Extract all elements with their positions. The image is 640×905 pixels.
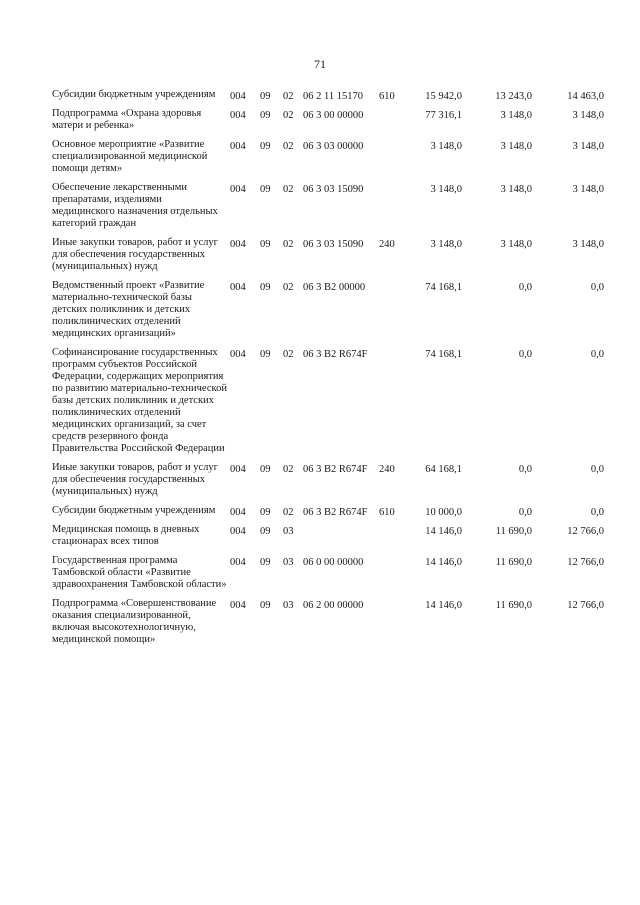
target-article-code: 06 2 11 15170 <box>303 91 363 102</box>
amount-year-3: 3 148,0 <box>572 184 604 195</box>
table-row <box>0 524 640 548</box>
subsection-code: 02 <box>283 91 294 102</box>
amount-year-1: 3 148,0 <box>430 184 462 195</box>
table-row <box>0 182 640 230</box>
subsection-code: 02 <box>283 349 294 360</box>
admin-code: 004 <box>230 600 246 611</box>
amount-year-1: 64 168,1 <box>425 464 462 475</box>
section-code: 09 <box>260 349 271 360</box>
target-article-code: 06 3 00 00000 <box>303 110 364 121</box>
admin-code: 004 <box>230 91 246 102</box>
row-name: Иные закупки товаров, работ и услуг для обеспечения государственных (муниципальных) нужд <box>52 237 218 272</box>
amount-year-3: 0,0 <box>590 464 604 475</box>
amount-year-1: 3 148,0 <box>430 239 462 250</box>
amount-year-2: 11 690,0 <box>495 526 532 537</box>
row-name: Софинансирование государственных программ субъектов Российской Федерации, содержащих мероприятия по развитию материально-технической базы детских поликлиник и детских поликлинических отделений медицинских организаций, за счет средств резервного фонда Правительства Российской Федерации <box>52 347 227 454</box>
amount-year-3: 12 766,0 <box>567 557 604 568</box>
amount-year-1: 14 146,0 <box>425 600 462 611</box>
table-row <box>0 139 640 175</box>
amount-year-3: 0,0 <box>590 349 604 360</box>
table-row <box>0 462 640 498</box>
amount-year-3: 3 148,0 <box>572 239 604 250</box>
admin-code: 004 <box>230 239 246 250</box>
expense-type-code: 240 <box>379 464 395 475</box>
budget-table <box>0 89 640 653</box>
table-row <box>0 108 640 132</box>
row-name: Подпрограмма «Совершенствование оказания специализированной, включая высокотехнологичную, медицинской помощи» <box>52 598 217 645</box>
section-code: 09 <box>260 600 271 611</box>
row-name: Ведомственный проект «Развитие материально-технической базы детских поликлиник и детских поликлинических отделений медицинских организаций» <box>52 280 205 339</box>
amount-year-3: 0,0 <box>590 507 604 518</box>
target-article-code: 06 3 В2 R674F <box>303 507 368 518</box>
amount-year-1: 14 146,0 <box>425 557 462 568</box>
amount-year-2: 0,0 <box>518 282 532 293</box>
amount-year-1: 3 148,0 <box>430 141 462 152</box>
table-row <box>0 598 640 646</box>
amount-year-1: 77 316,1 <box>425 110 462 121</box>
admin-code: 004 <box>230 349 246 360</box>
admin-code: 004 <box>230 184 246 195</box>
amount-year-3: 14 463,0 <box>567 91 604 102</box>
amount-year-1: 74 168,1 <box>425 349 462 360</box>
table-row <box>0 280 640 340</box>
section-code: 09 <box>260 526 271 537</box>
section-code: 09 <box>260 557 271 568</box>
amount-year-2: 3 148,0 <box>500 239 532 250</box>
target-article-code: 06 3 В2 R674F <box>303 349 368 360</box>
subsection-code: 02 <box>283 507 294 518</box>
row-name: Подпрограмма «Охрана здоровья матери и ребенка» <box>52 108 202 131</box>
section-code: 09 <box>260 141 271 152</box>
target-article-code: 06 0 00 00000 <box>303 557 364 568</box>
amount-year-2: 13 243,0 <box>495 91 532 102</box>
amount-year-2: 11 690,0 <box>495 557 532 568</box>
amount-year-1: 15 942,0 <box>425 91 462 102</box>
amount-year-3: 0,0 <box>590 282 604 293</box>
section-code: 09 <box>260 282 271 293</box>
subsection-code: 03 <box>283 600 294 611</box>
admin-code: 004 <box>230 464 246 475</box>
subsection-code: 02 <box>283 282 294 293</box>
admin-code: 004 <box>230 282 246 293</box>
expense-type-code: 610 <box>379 507 395 518</box>
page-number: 71 <box>314 57 326 71</box>
admin-code: 004 <box>230 110 246 121</box>
expense-type-code: 610 <box>379 91 395 102</box>
amount-year-3: 12 766,0 <box>567 600 604 611</box>
section-code: 09 <box>260 184 271 195</box>
subsection-code: 02 <box>283 239 294 250</box>
subsection-code: 02 <box>283 184 294 195</box>
section-code: 09 <box>260 464 271 475</box>
row-name: Субсидии бюджетным учреждениям <box>52 505 216 516</box>
row-name: Медицинская помощь в дневных стационарах всех типов <box>52 524 200 547</box>
subsection-code: 02 <box>283 110 294 121</box>
row-name: Государственная программа Тамбовской области «Развитие здравоохранения Тамбовской области» <box>52 555 227 590</box>
expense-type-code: 240 <box>379 239 395 250</box>
table-row <box>0 347 640 455</box>
amount-year-1: 74 168,1 <box>425 282 462 293</box>
amount-year-3: 3 148,0 <box>572 141 604 152</box>
subsection-code: 03 <box>283 526 294 537</box>
amount-year-1: 14 146,0 <box>425 526 462 537</box>
admin-code: 004 <box>230 141 246 152</box>
target-article-code: 06 2 00 00000 <box>303 600 364 611</box>
target-article-code: 06 3 03 15090 <box>303 184 364 195</box>
target-article-code: 06 3 В2 00000 <box>303 282 366 293</box>
table-row <box>0 237 640 273</box>
subsection-code: 02 <box>283 141 294 152</box>
section-code: 09 <box>260 91 271 102</box>
target-article-code: 06 3 В2 R674F <box>303 464 368 475</box>
table-row <box>0 505 640 517</box>
row-name: Основное мероприятие «Развитие специализированной медицинской помощи детям» <box>52 139 208 174</box>
amount-year-3: 12 766,0 <box>567 526 604 537</box>
admin-code: 004 <box>230 507 246 518</box>
section-code: 09 <box>260 507 271 518</box>
section-code: 09 <box>260 239 271 250</box>
subsection-code: 02 <box>283 464 294 475</box>
row-name: Обеспечение лекарственными препаратами, изделиями медицинского назначения отдельных категорий граждан <box>52 182 218 229</box>
amount-year-2: 11 690,0 <box>495 600 532 611</box>
admin-code: 004 <box>230 557 246 568</box>
target-article-code: 06 3 03 15090 <box>303 239 364 250</box>
admin-code: 004 <box>230 526 246 537</box>
subsection-code: 03 <box>283 557 294 568</box>
amount-year-2: 0,0 <box>518 349 532 360</box>
amount-year-2: 0,0 <box>518 507 532 518</box>
amount-year-2: 3 148,0 <box>500 110 532 121</box>
table-row <box>0 555 640 591</box>
section-code: 09 <box>260 110 271 121</box>
amount-year-2: 3 148,0 <box>500 184 532 195</box>
row-name: Иные закупки товаров, работ и услуг для обеспечения государственных (муниципальных) нужд <box>52 462 218 497</box>
table-row <box>0 89 640 101</box>
amount-year-1: 10 000,0 <box>425 507 462 518</box>
target-article-code: 06 3 03 00000 <box>303 141 364 152</box>
amount-year-2: 0,0 <box>518 464 532 475</box>
amount-year-2: 3 148,0 <box>500 141 532 152</box>
amount-year-3: 3 148,0 <box>572 110 604 121</box>
row-name: Субсидии бюджетным учреждениям <box>52 89 216 100</box>
